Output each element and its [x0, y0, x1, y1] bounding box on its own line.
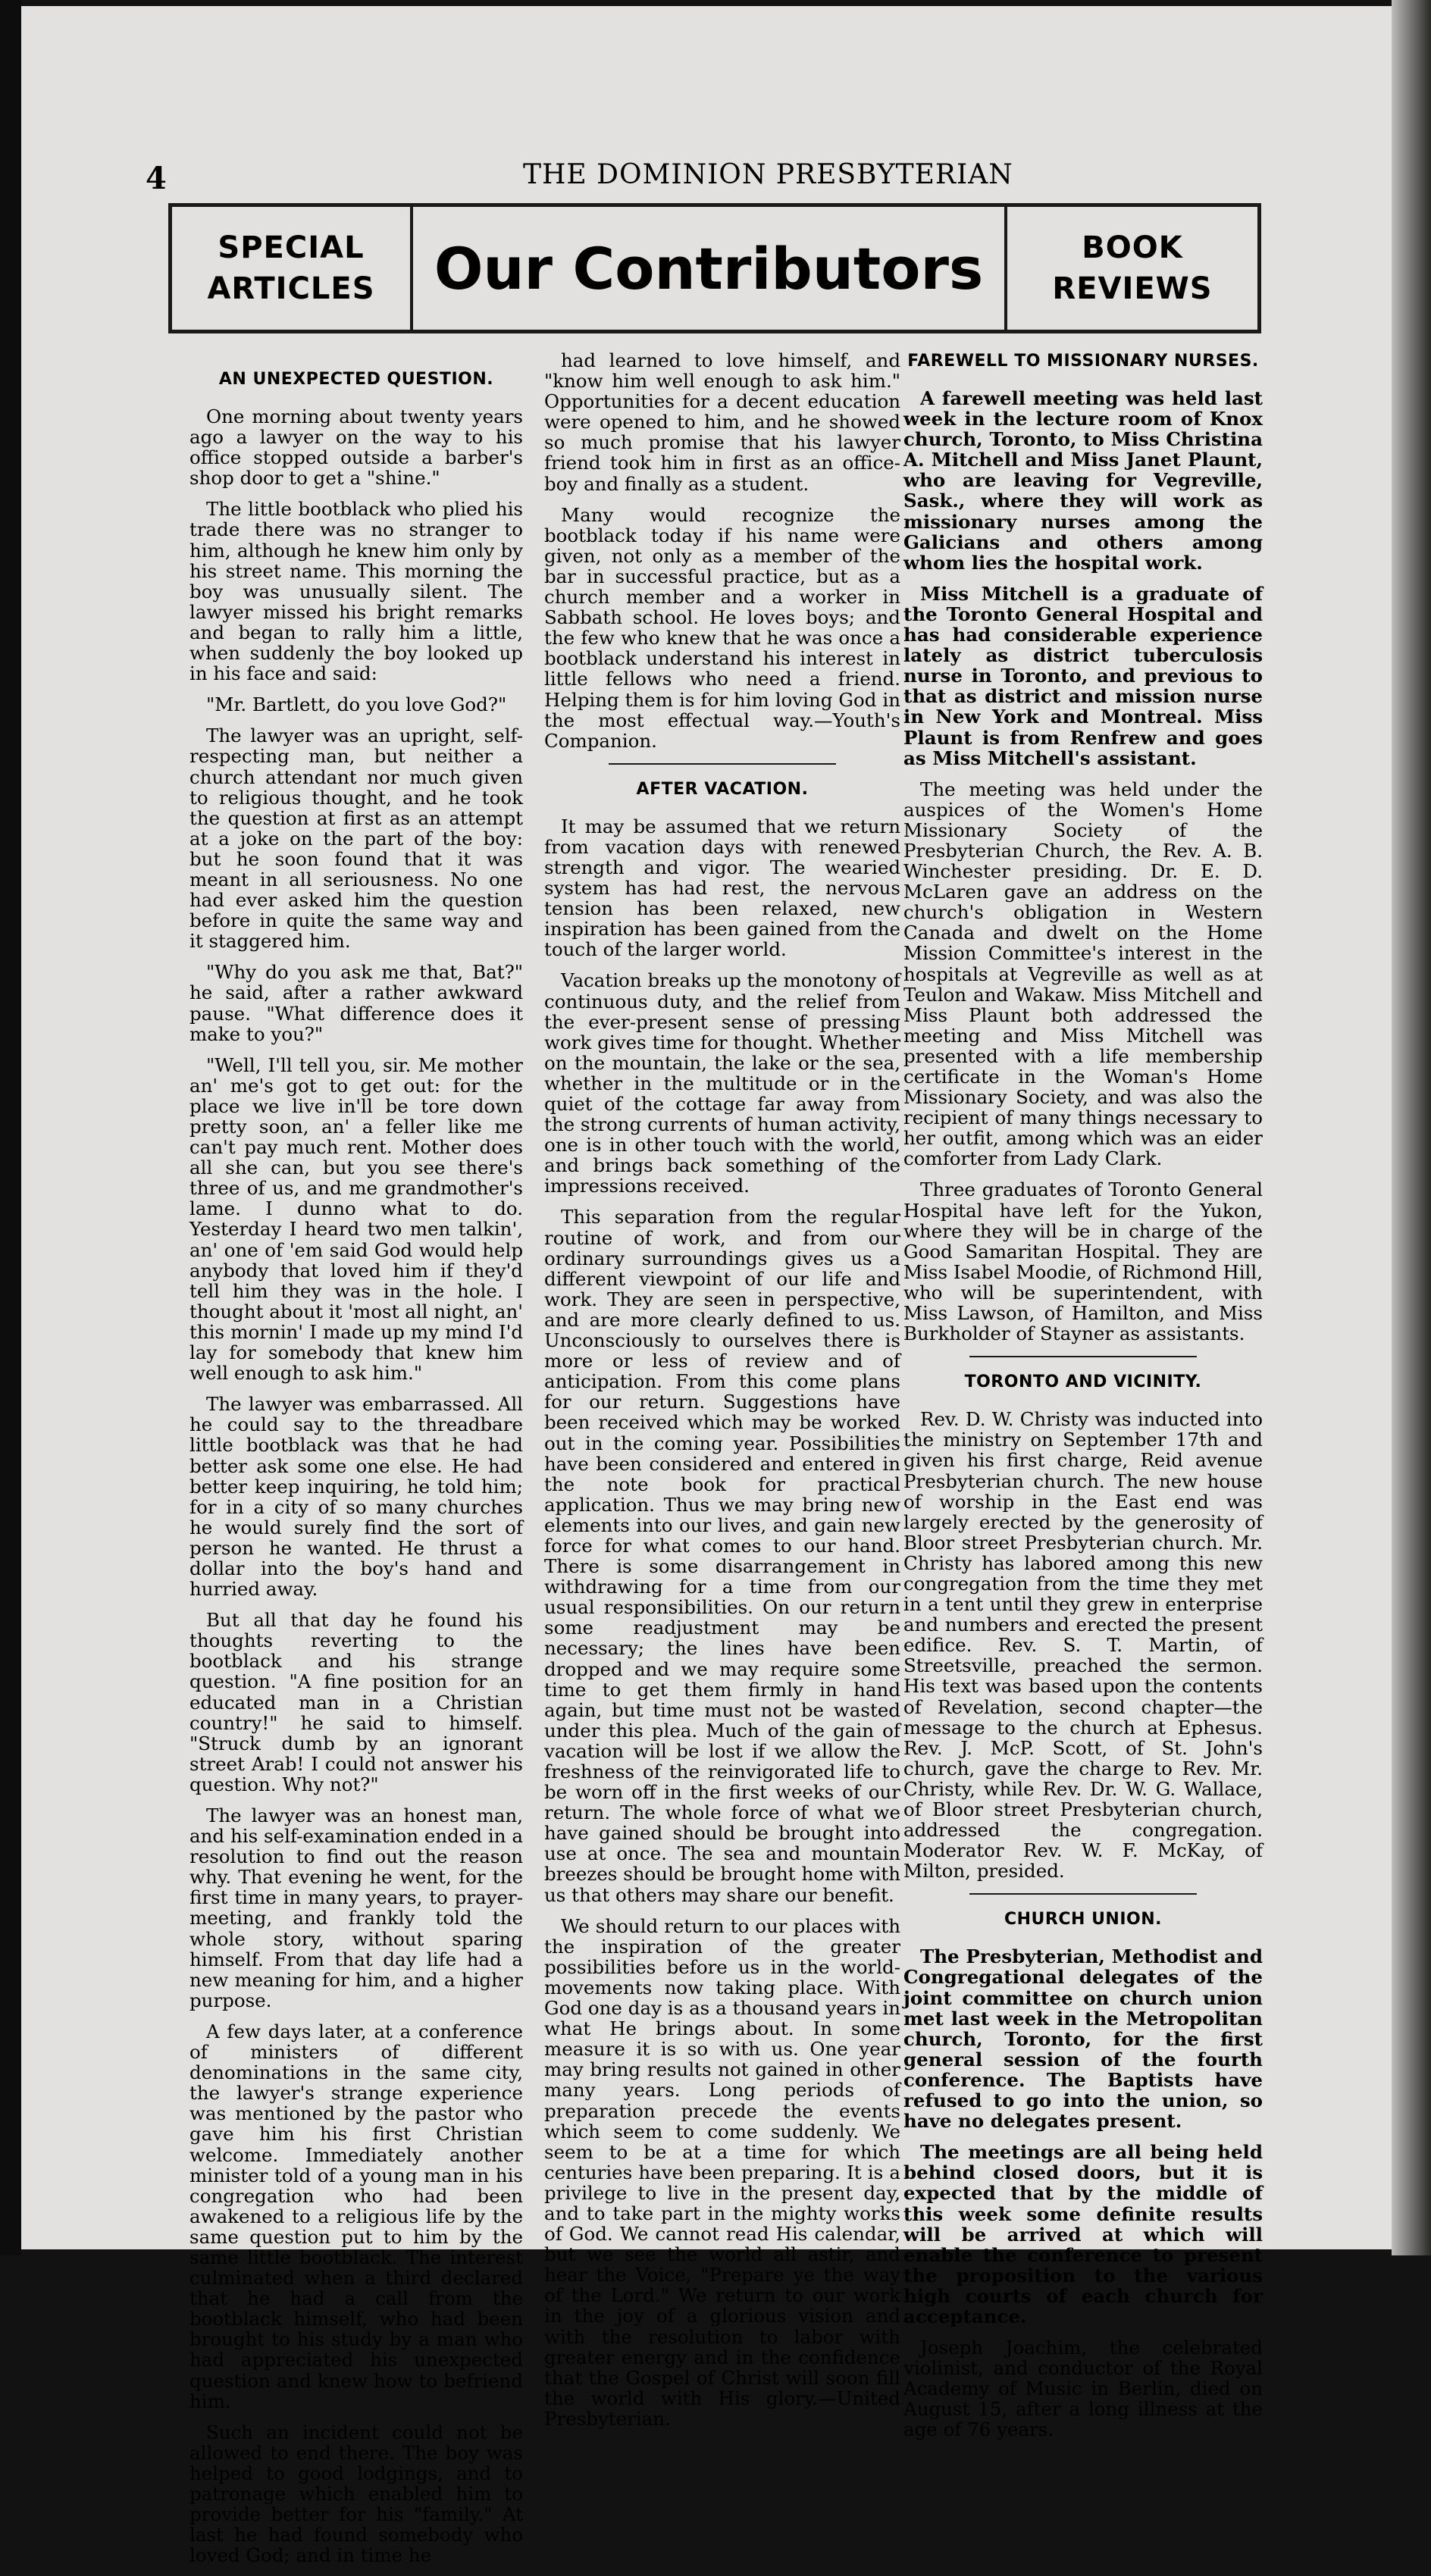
paragraph: The meetings are all being held behind closed doors, but it is expected that by the middle of this week some definite results will be arrived at which will enable the conference to present the proposition to the various high courts of each church for acceptance. — [903, 2141, 1263, 2327]
column-2 — [544, 350, 900, 2440]
article-body — [903, 779, 1263, 1344]
paragraph: The little bootblack who plied his trade there was no stranger to him, although he knew him only by his street name. This morning the boy was unusually silent. The lawyer missed his bright remarks and began to rally him a little, when suddenly the boy looked up in his face and said: — [189, 498, 523, 685]
paragraph: Miss Mitchell is a graduate of the Toronto General Hospital and has had considerable experience lately as district tuberculosis nurse in Toronto, and previous to that as district and mission nurse in New York and Montreal. Miss Plaunt is from Renfrew and goes as Miss Mitchell's assistant. — [903, 582, 1263, 769]
paragraph: It may be assumed that we return from vacation days with renewed strength and vigor. The wearied system has had rest, the nervous tension has been relaxed, new inspiration has been gained from the touch of the larger world. — [544, 815, 900, 961]
paragraph: The lawyer was an honest man, and his self-examination ended in a resolution to find out the reason why. That evening he went, for the first time in many years, to prayer-meeting, and frankly told the whole story, without sparing himself. From that day life had a new meaning for him, and a higher purpose. — [189, 1804, 523, 2011]
column-rule — [969, 1893, 1197, 1895]
paragraph: A farewell meeting was held last week in the lecture room of Knox church, Toronto, to Miss Christina A. Mitchell and Miss Janet Plaunt, who are leaving for Vegreville, Sask., where they will work as missionary nurses among the Galicians and others among whom lies the hospital work. — [903, 387, 1263, 574]
column-3 — [903, 350, 1263, 2451]
article-title: AN UNEXPECTED QUESTION. — [218, 370, 494, 389]
paragraph: Three graduates of Toronto General Hospital have left for the Yukon, where they will be in charge of the Good Samaritan Hospital. They are Miss Isabel Moodie, of Richmond Hill, who will be superintendent, with Miss Lawson, of Hamilton, and Miss Burkholder of Stayner as assistants. — [903, 1178, 1263, 1345]
paragraph: had learned to love himself, and "know him well enough to ask him." Opportunities for a decent education were opened to him, and he showed so much promise that his lawyer friend took him in first as an office-boy and finally as a student. — [544, 349, 900, 495]
paragraph: A few days later, at a conference of ministers of different denominations in the same city, the lawyer's strange experience was mentioned by the pastor who gave him his first Christian welcome. Immediately another minister told of a young man in his congregation who had been awakened to a religious life by the same question put to him by the same little bootblack. The interest culminated when a third declared that he had a call from the bootblack himself, who had been brought to his study by a man who had appreciated his unexpected question and knew how to befriend him. — [189, 2020, 523, 2412]
paragraph: But all that day he found his thoughts reverting to the bootblack and his strange question. "A fine position for an educated man in a Christian country!" he said to himself. "Struck dumb by an ignorant street Arab! I could not answer his question. Why not?" — [189, 1609, 523, 1795]
paragraph: Such an incident could not be allowed to end there. The boy was helped to good lodgings, and to patronage which enabled him to provide better for his "family." At last he had found somebody who loved God; and in time he — [189, 2421, 523, 2567]
section-masthead — [168, 203, 1261, 333]
masthead-left-line-2: ARTICLES — [207, 271, 375, 306]
masthead-left-line-1: SPECIAL — [218, 230, 365, 265]
masthead-special-articles — [172, 207, 413, 330]
article-body-bold — [903, 1946, 1263, 2327]
article-title: FAREWELL TO MISSIONARY NURSES. — [907, 352, 1259, 371]
paragraph: The meeting was held under the auspices of the Women's Home Missionary Society of the Presbyterian Church, the Rev. A. B. Winchester presiding. Dr. E. D. McLaren gave an address on the church's obligation in Western Canada and dwelt on the Home Mission Committee's interest in the hospitals at Vegreville as well as at Teulon and Wakaw. Miss Mitchell and Miss Plaunt both addressed the meeting and Miss Mitchell was presented with a life membership certificate in the Woman's Home Missionary Society, and was also the recipient of many things necessary to her outfit, among which was an eider comforter from Lady Clark. — [903, 778, 1263, 1170]
column-1 — [189, 350, 523, 2576]
masthead-title: Our Contributors — [434, 234, 984, 302]
paragraph: The lawyer was embarrassed. All he could say to the threadbare little bootblack was that he had better ask some one else. He had better keep inquiring, he told him; for in a city of so many churches he would surely find the sort of person he wanted. He thrust a dollar into the boy's hand and hurried away. — [189, 1393, 523, 1601]
paragraph: "Well, I'll tell you, sir. Me mother an' me's got to get out: for the place we live in'll be tore down pretty soon, an' a feller like me can't pay much rent. Mother does all she can, but you see there's three of us, and me grandmother's lame. I dunno what to do. Yesterday I heard two men talkin', an' one of 'em said God would help anybody that loved him if they'd tell him they was in the hole. I thought about it 'most all night, an' this mornin' I made up my mind I'd lay for somebody that knew him well enough to ask him." — [189, 1053, 523, 1385]
paragraph: We should return to our places with the inspiration of the greater possibilities before us in the world-movements now taking place. With God one day is as a thousand years in what He brings about. In some measure it is so with us. One year may bring results not gained in other many years. Long periods of preparation precede the events which seem to come suddenly. We seem to be at a time for which centuries have been preparing. It is a privilege to live in the present day, and to take part in the mighty works of God. We cannot read His calendar, but we see the world all astir, and hear the Voice, "Prepare ye the way of the Lord." We return to our work in the joy of a glorious vision and with the resolution to labor with greater energy and in the confidence that the Gospel of Christ will soon fill the world with His glory.—United Presbyterian. — [544, 1914, 900, 2430]
article-body — [903, 2337, 1263, 2440]
page-number: 4 — [146, 161, 167, 196]
scan-right-shadow — [1392, 0, 1431, 2255]
paragraph: "Why do you ask me that, Bat?" he said, after a rather awkward pause. "What difference does it make to you?" — [189, 961, 523, 1045]
column-rule — [969, 1356, 1197, 1357]
masthead-book-reviews — [1004, 207, 1257, 330]
paragraph: Many would recognize the bootblack today if his name were given, not only as a member of the bar in successful practice, but as a church member and a worker in Sabbath school. He loves boys; and the few who knew that he was once a bootblack understand his interest in little fellows who need a friend. Helping them is for him loving God in the most effectual way.—Youth's Companion. — [544, 503, 900, 752]
scan-left-edge — [0, 0, 21, 2255]
masthead-right-line-2: REVIEWS — [1052, 271, 1213, 306]
paragraph: "Mr. Bartlett, do you love God?" — [206, 693, 507, 716]
article-title: CHURCH UNION. — [1004, 1910, 1162, 1930]
paragraph: Joseph Joachim, the celebrated violinist, and conductor of the Royal Academy of Music in Berlin, died on August 15, after a long illness at the age of 76 years. — [903, 2337, 1263, 2441]
masthead-right-line-1: BOOK — [1082, 230, 1183, 265]
article-title: AFTER VACATION. — [636, 779, 809, 799]
article-body — [544, 816, 900, 2429]
article-body-bold — [903, 388, 1263, 768]
paragraph: One morning about twenty years ago a lawyer on the way to his office stopped outside a barber's shop door to get a "shine." — [189, 405, 523, 490]
paragraph: The Presbyterian, Methodist and Congregational delegates of the joint committee on church union met last week in the Metropolitan church, Toronto, for the first general session of the fourth conference. The Baptists have refused to go into the union, so have no delegates present. — [903, 1945, 1263, 2133]
paragraph: This separation from the regular routine of work, and from our ordinary surroundings gives us a different viewpoint of our life and work. They are seen in perspective, and are more clearly defined to us. Unconsciously to ourselves there is more or less of review and of anticipation. From this come plans for our return. Suggestions have been received which may be worked out in the coming year. Possibilities have been considered and entered in the note book for practical application. Thus we may bring new elements into our lives, and gain new force for what comes to our hand. There is some disarrangement in withdrawing for a time from our usual responsibilities. On our return some readjustment may be necessary; the lines have been dropped and we may require some time to get them firmly in hand again, but time must not be wasted under this plea. Much of the gain of vacation will be lost if we allow the freshness of the reinvigorated life to be worn off in the first weeks of our return. The whole force of what we have gained should be brought into use at once. The sea and mountain breezes should be brought home with us that others may share our benefit. — [544, 1206, 900, 1906]
paragraph: Vacation breaks up the monotony of continuous duty, and the relief from the ever-present sense of pressing work gives time for thought. Whether on the mountain, the lake or the sea, whether in the multitude or in the quiet of the cottage far away from the strong currents of human activity, one is in other touch with the world, and brings back something of the impressions received. — [544, 969, 900, 1197]
article-title: TORONTO AND VICINITY. — [964, 1373, 1202, 1392]
article-continuation — [544, 350, 900, 751]
paragraph: The lawyer was an upright, self-respecting man, but neither a church attendant nor much given to religious thought, and he took the question at first as an attempt at a joke on the part of the boy: but he soon found that it was meant in all seriousness. No one had ever asked him the question before in quite the same way and it staggered him. — [189, 725, 523, 953]
article-body — [189, 406, 523, 2565]
running-head: THE DOMINION PRESBYTERIAN — [523, 159, 1013, 190]
paragraph: Rev. D. W. Christy was inducted into the ministry on September 17th and given his first charge, Reid avenue Presbyterian church. The new house of worship in the East end was largely erected by the generosity of Bloor street Presbyterian church. Mr. Christy has labored among this new congregation from the time they met in a tent until they grew in enterprise and numbers and erected the present edifice. Rev. S. T. Martin, of Streetsville, preached the sermon. His text was based upon the contents of Revelation, second chapter—the message to the church at Ephesus. Rev. J. McP. Scott, of St. John's church, gave the charge to Rev. Mr. Christy, while Rev. Dr. W. G. Wallace, of Bloor street Presbyterian church, addressed the congregation. Moderator Rev. W. F. McKay, of Milton, presided. — [903, 1408, 1263, 1883]
article-body — [903, 1409, 1263, 1881]
column-rule — [609, 763, 836, 765]
